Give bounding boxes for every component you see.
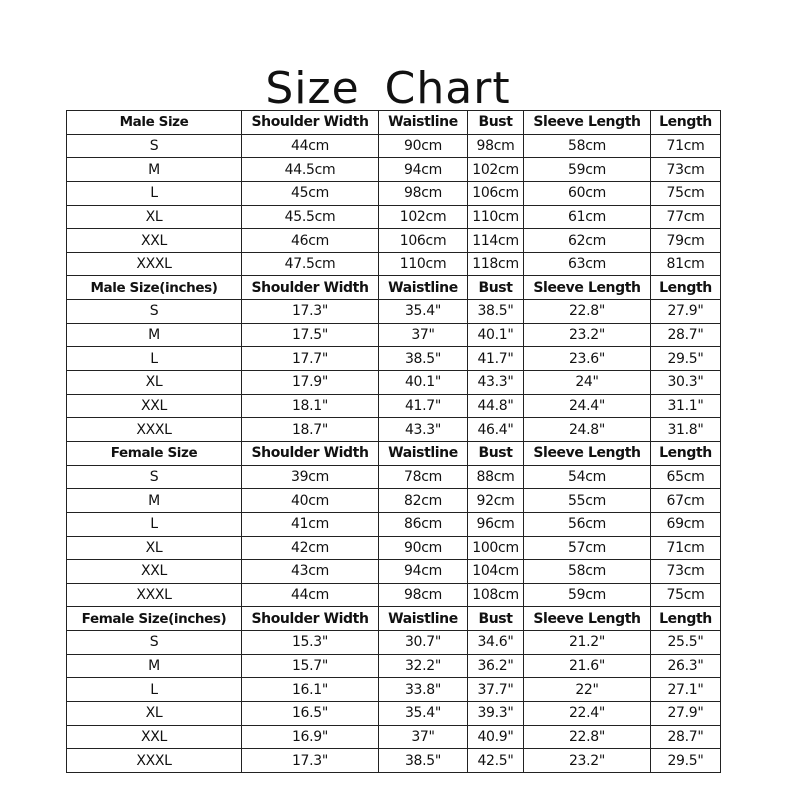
size-cell: XXL [67,725,242,749]
shoulder-width-cell: 17.9" [242,371,379,395]
table-row [67,749,721,773]
bust-cell: 108cm [468,583,524,607]
size-cell: XL [67,536,242,560]
length-cell: 29.5" [651,749,721,773]
sleeve-length-cell: 24" [524,371,651,395]
waistline-cell: 37" [379,725,468,749]
waistline-cell: 98cm [379,583,468,607]
length-cell: 73cm [651,158,721,182]
length-cell: 26.3" [651,654,721,678]
size-chart-table [66,110,721,773]
waistline-cell: 41.7" [379,394,468,418]
shoulder-width-cell: 16.9" [242,725,379,749]
shoulder-width-cell: 18.1" [242,394,379,418]
size-cell: XXXL [67,749,242,773]
bust-cell: 118cm [468,252,524,276]
bust-cell: 36.2" [468,654,524,678]
table-row [67,725,721,749]
sleeve-length-cell: 22.4" [524,702,651,726]
waistline-cell: 35.4" [379,300,468,324]
shoulder-width-cell: 17.7" [242,347,379,371]
shoulder-width-cell: 41cm [242,512,379,536]
length-cell: 71cm [651,134,721,158]
table-row [67,536,721,560]
sleeve-length-cell: 24.4" [524,394,651,418]
column-header-sleeve-length: Sleeve Length [524,441,651,465]
column-header-shoulder-width: Shoulder Width [242,111,379,135]
sleeve-length-cell: 56cm [524,512,651,536]
size-cell: L [67,347,242,371]
length-cell: 31.8" [651,418,721,442]
size-cell: L [67,181,242,205]
shoulder-width-cell: 45cm [242,181,379,205]
bust-cell: 44.8" [468,394,524,418]
sleeve-length-cell: 59cm [524,583,651,607]
bust-cell: 110cm [468,205,524,229]
size-cell: XL [67,205,242,229]
column-header-length: Length [651,276,721,300]
bust-cell: 43.3" [468,371,524,395]
size-cell: XXXL [67,252,242,276]
waistline-cell: 38.5" [379,347,468,371]
table-row [67,252,721,276]
waistline-cell: 90cm [379,536,468,560]
sleeve-length-cell: 58cm [524,134,651,158]
bust-cell: 92cm [468,489,524,513]
column-header-bust: Bust [468,441,524,465]
column-header-bust: Bust [468,607,524,631]
table-row [67,631,721,655]
bust-cell: 96cm [468,512,524,536]
shoulder-width-cell: 46cm [242,229,379,253]
length-cell: 75cm [651,583,721,607]
bust-cell: 98cm [468,134,524,158]
table-row [67,205,721,229]
shoulder-width-cell: 39cm [242,465,379,489]
length-cell: 73cm [651,560,721,584]
section-label: Female Size(inches) [67,607,242,631]
bust-cell: 39.3" [468,702,524,726]
sleeve-length-cell: 23.6" [524,347,651,371]
length-cell: 25.5" [651,631,721,655]
table-row [67,300,721,324]
table-row [67,418,721,442]
column-header-length: Length [651,441,721,465]
bust-cell: 40.9" [468,725,524,749]
sleeve-length-cell: 22" [524,678,651,702]
sleeve-length-cell: 21.6" [524,654,651,678]
table-row [67,134,721,158]
size-cell: L [67,678,242,702]
table-row [67,702,721,726]
table-row [67,465,721,489]
waistline-cell: 33.8" [379,678,468,702]
shoulder-width-cell: 40cm [242,489,379,513]
table-row [67,371,721,395]
column-header-length: Length [651,607,721,631]
shoulder-width-cell: 44.5cm [242,158,379,182]
length-cell: 27.9" [651,702,721,726]
shoulder-width-cell: 17.3" [242,300,379,324]
shoulder-width-cell: 44cm [242,134,379,158]
bust-cell: 42.5" [468,749,524,773]
size-cell: M [67,158,242,182]
bust-cell: 40.1" [468,323,524,347]
table-row [67,229,721,253]
sleeve-length-cell: 60cm [524,181,651,205]
column-header-waistline: Waistline [379,607,468,631]
section-header-row [67,111,721,135]
length-cell: 65cm [651,465,721,489]
column-header-sleeve-length: Sleeve Length [524,607,651,631]
waistline-cell: 37" [379,323,468,347]
sleeve-length-cell: 54cm [524,465,651,489]
waistline-cell: 94cm [379,560,468,584]
column-header-waistline: Waistline [379,276,468,300]
size-cell: XXL [67,394,242,418]
length-cell: 69cm [651,512,721,536]
bust-cell: 37.7" [468,678,524,702]
column-header-waistline: Waistline [379,111,468,135]
table-row [67,560,721,584]
length-cell: 31.1" [651,394,721,418]
size-cell: XXL [67,229,242,253]
section-label: Male Size(inches) [67,276,242,300]
shoulder-width-cell: 15.7" [242,654,379,678]
size-cell: L [67,512,242,536]
bust-cell: 114cm [468,229,524,253]
bust-cell: 102cm [468,158,524,182]
length-cell: 77cm [651,205,721,229]
table-row [67,489,721,513]
length-cell: 28.7" [651,725,721,749]
shoulder-width-cell: 45.5cm [242,205,379,229]
length-cell: 28.7" [651,323,721,347]
column-header-waistline: Waistline [379,441,468,465]
shoulder-width-cell: 42cm [242,536,379,560]
size-cell: S [67,465,242,489]
bust-cell: 34.6" [468,631,524,655]
length-cell: 30.3" [651,371,721,395]
waistline-cell: 78cm [379,465,468,489]
section-header-row [67,441,721,465]
length-cell: 71cm [651,536,721,560]
table-row [67,181,721,205]
sleeve-length-cell: 58cm [524,560,651,584]
sleeve-length-cell: 24.8" [524,418,651,442]
size-cell: S [67,631,242,655]
waistline-cell: 106cm [379,229,468,253]
sleeve-length-cell: 55cm [524,489,651,513]
table-row [67,678,721,702]
waistline-cell: 90cm [379,134,468,158]
table-row [67,654,721,678]
size-cell: S [67,300,242,324]
length-cell: 27.9" [651,300,721,324]
bust-cell: 88cm [468,465,524,489]
bust-cell: 100cm [468,536,524,560]
length-cell: 75cm [651,181,721,205]
shoulder-width-cell: 15.3" [242,631,379,655]
length-cell: 79cm [651,229,721,253]
column-header-sleeve-length: Sleeve Length [524,111,651,135]
sleeve-length-cell: 22.8" [524,725,651,749]
shoulder-width-cell: 47.5cm [242,252,379,276]
waistline-cell: 40.1" [379,371,468,395]
size-cell: S [67,134,242,158]
waistline-cell: 110cm [379,252,468,276]
column-header-length: Length [651,111,721,135]
column-header-shoulder-width: Shoulder Width [242,441,379,465]
waistline-cell: 30.7" [379,631,468,655]
sleeve-length-cell: 61cm [524,205,651,229]
bust-cell: 104cm [468,560,524,584]
bust-cell: 38.5" [468,300,524,324]
waistline-cell: 35.4" [379,702,468,726]
size-cell: XXXL [67,418,242,442]
sleeve-length-cell: 59cm [524,158,651,182]
bust-cell: 46.4" [468,418,524,442]
sleeve-length-cell: 63cm [524,252,651,276]
waistline-cell: 82cm [379,489,468,513]
length-cell: 67cm [651,489,721,513]
shoulder-width-cell: 18.7" [242,418,379,442]
length-cell: 81cm [651,252,721,276]
shoulder-width-cell: 17.3" [242,749,379,773]
bust-cell: 106cm [468,181,524,205]
size-cell: M [67,489,242,513]
sleeve-length-cell: 22.8" [524,300,651,324]
waistline-cell: 86cm [379,512,468,536]
column-header-shoulder-width: Shoulder Width [242,276,379,300]
shoulder-width-cell: 17.5" [242,323,379,347]
size-cell: M [67,654,242,678]
waistline-cell: 32.2" [379,654,468,678]
sleeve-length-cell: 57cm [524,536,651,560]
size-cell: XXXL [67,583,242,607]
column-header-bust: Bust [468,111,524,135]
shoulder-width-cell: 16.1" [242,678,379,702]
bust-cell: 41.7" [468,347,524,371]
table-row [67,158,721,182]
table-row [67,347,721,371]
table-row [67,394,721,418]
size-cell: XL [67,702,242,726]
size-cell: M [67,323,242,347]
shoulder-width-cell: 43cm [242,560,379,584]
length-cell: 27.1" [651,678,721,702]
waistline-cell: 94cm [379,158,468,182]
shoulder-width-cell: 16.5" [242,702,379,726]
length-cell: 29.5" [651,347,721,371]
waistline-cell: 102cm [379,205,468,229]
sleeve-length-cell: 21.2" [524,631,651,655]
section-header-row [67,276,721,300]
waistline-cell: 43.3" [379,418,468,442]
section-label: Male Size [67,111,242,135]
shoulder-width-cell: 44cm [242,583,379,607]
column-header-shoulder-width: Shoulder Width [242,607,379,631]
waistline-cell: 38.5" [379,749,468,773]
table-row [67,583,721,607]
section-label: Female Size [67,441,242,465]
column-header-sleeve-length: Sleeve Length [524,276,651,300]
table-row [67,323,721,347]
page-title: Size Chart [265,63,511,115]
waistline-cell: 98cm [379,181,468,205]
sleeve-length-cell: 62cm [524,229,651,253]
sleeve-length-cell: 23.2" [524,323,651,347]
size-cell: XXL [67,560,242,584]
table-row [67,512,721,536]
column-header-bust: Bust [468,276,524,300]
size-chart-body [67,111,721,773]
size-cell: XL [67,371,242,395]
section-header-row [67,607,721,631]
sleeve-length-cell: 23.2" [524,749,651,773]
